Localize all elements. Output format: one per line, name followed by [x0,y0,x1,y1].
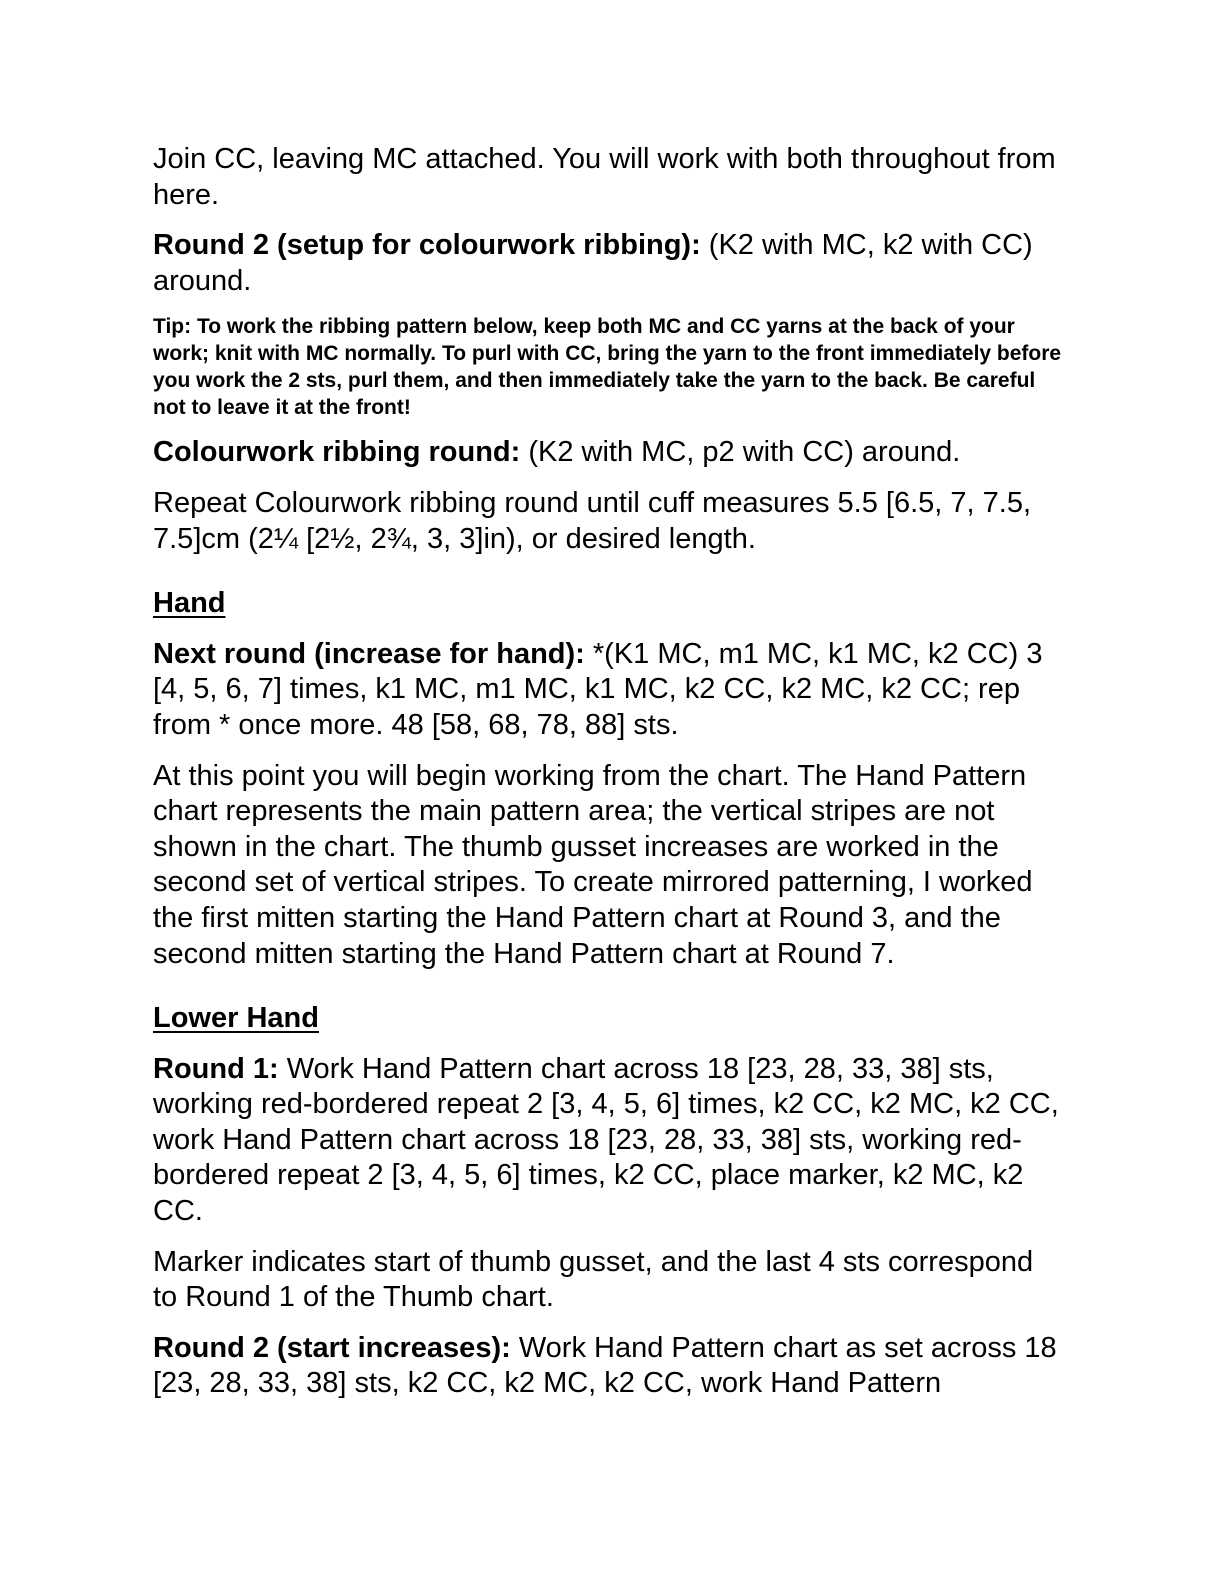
round1-text: Work Hand Pattern chart across 18 [23, 28, 33, 38] sts, working red-bordered repeat 2 [3, 4, 5, 6] times, k2 CC, k2 MC, k2 CC, work Hand Pattern chart across 18 [23, 28, 33, 38] sts, working red-bordered repeat 2 [3, 4, 5, 6] times, k2 CC, place marker, k2 MC, k2 CC. [153,1052,1059,1228]
paragraph-round1 [153,1052,1063,1230]
round2-setup-text: (K2 with MC, k2 with CC) around. [153,229,1033,297]
ribbing-round-label: Colourwork ribbing round: [153,436,521,469]
paragraph-next-round [153,637,1063,744]
paragraph-join-cc: Join CC, leaving MC attached. You will work with both throughout from here. [153,143,1056,211]
paragraph-round2-setup [153,228,1063,299]
round2-increases-text: Work Hand Pattern chart as set across 18 [23, 28, 33, 38] sts, k2 CC, k2 MC, k2 CC, work Hand Pattern [153,1331,1057,1400]
page-content [153,142,1063,1402]
tip-note: Tip: To work the ribbing pattern below, keep both MC and CC yarns at the back of your work; knit with MC normally. To purl with CC, bring the yarn to the front immediately before you work the 2 sts, purl them, and then immediately take the yarn to the back. Be careful not to leave it at the front! [153,315,1062,420]
paragraph-repeat-ribbing: Repeat Colourwork ribbing round until cuff measures 5.5 [6.5, 7, 7.5, 7.5]cm (2¼ [2½, 2¾, 3, 3]in), or desired length. [153,486,1032,555]
ribbing-round-text: (K2 with MC, p2 with CC) around. [520,436,961,469]
round1-label: Round 1: [153,1052,279,1085]
round2-increases-label: Round 2 (start increases): [153,1331,511,1364]
paragraph-marker-note: Marker indicates start of thumb gusset, and the last 4 sts correspond to Round 1 of the Thumb chart. [153,1245,1034,1314]
next-round-label: Next round (increase for hand): [153,637,585,670]
paragraph-chart-intro: At this point you will begin working from the chart. The Hand Pattern chart represents the main pattern area; the vertical stripes are not shown in the chart. The thumb gusset increases are worked in the second set of vertical stripes. To create mirrored patterning, I worked the first mitten starting the Hand Pattern chart at Round 3, and the second mitten starting the Hand Pattern chart at Round 7. [153,759,1033,970]
next-round-text: *(K1 MC, m1 MC, k1 MC, k2 CC) 3 [4, 5, 6, 7] times, k1 MC, m1 MC, k1 MC, k2 CC, k2 MC, k2 CC; rep from * once more. 48 [58, 68, 78, 88] sts. [153,637,1043,741]
paragraph-round2-increases [153,1331,1063,1402]
section-heading-lower-hand: Lower Hand [153,1002,319,1035]
section-heading-hand: Hand [153,587,226,620]
paragraph-ribbing-round [153,435,1063,471]
round2-setup-label: Round 2 (setup for colourwork ribbing): [153,229,701,262]
